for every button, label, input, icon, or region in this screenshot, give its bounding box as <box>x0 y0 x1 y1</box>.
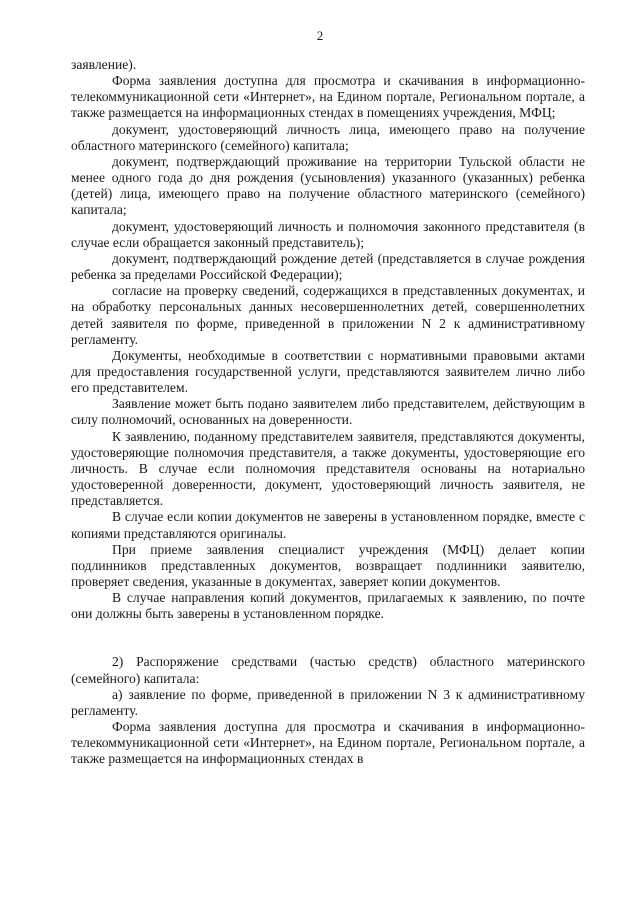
paragraph: Документы, необходимые в соответствии с нормативными правовыми актами для предоставления государственной услуги, представляются заявителем лично либо его представителем. <box>71 347 585 396</box>
paragraph: документ, удостоверяющий личность лица, имеющего право на получение областного материнского (семейного) капитала; <box>71 121 585 153</box>
section-heading: 2) Распоряжение средствами (частью средств) областного материнского (семейного) капитала: <box>71 654 585 686</box>
paragraph: Форма заявления доступна для просмотра и скачивания в информационно-телекоммуникационной сети «Интернет», на Едином портале, Региональном портале, а также размещается на информационных стендах в помещениях учреждения, МФЦ; <box>71 73 585 121</box>
paragraph: документ, подтверждающий рождение детей (представляется в случае рождения ребенка за пределами Российской Федерации); <box>71 250 585 283</box>
document-body <box>71 57 585 768</box>
paragraph: документ, удостоверяющий личность и полномочия законного представителя (в случае если обращается законный представитель); <box>71 218 585 250</box>
paragraph: Заявление может быть подано заявителем либо представителем, действующим в силу полномочий, основанных на доверенности. <box>71 396 585 428</box>
paragraph: документ, подтверждающий проживание на территории Тульской области не менее одного года до дня рождения (усыновления) указанного (указанных) ребенка (детей) лица, имеющего право на получение областного материнского (семейного) капитала; <box>71 153 585 218</box>
paragraph: В случае направления копий документов, прилагаемых к заявлению, по почте они должны быть заверены в установленном порядке. <box>71 590 585 622</box>
paragraph: В случае если копии документов не заверены в установленном порядке, вместе с копиями представляются оригиналы. <box>71 509 585 541</box>
section-gap <box>71 622 585 654</box>
paragraph: При приеме заявления специалист учреждения (МФЦ) делает копии подлинников представленных документов, возвращает подлинники заявителю, проверяет сведения, указанные в документах, заверяет копии документов. <box>71 541 585 589</box>
paragraph: К заявлению, поданному представителем заявителя, представляются документы, удостоверяющие полномочия представителя, а также документы, удостоверяющие его личность. В случае если полномочия представителя основаны на нотариально удостоверенной доверенности, документ, удостоверяющий личность заявителя, не представляется. <box>71 428 585 509</box>
paragraph: Форма заявления доступна для просмотра и скачивания в информационно-телекоммуникационной сети «Интернет», на Едином портале, Региональном портале, а также размещается на информационных стендах в <box>71 719 585 767</box>
paragraph: а) заявление по форме, приведенной в приложении N 3 к административному регламенту. <box>71 686 585 718</box>
page-number: 2 <box>316 28 324 43</box>
paragraph: заявление). <box>71 57 137 72</box>
paragraph: согласие на проверку сведений, содержащихся в представленных документах, и на обработку персональных данных несовершеннолетних детей, совершеннолетних детей заявителя по форме, приведенной в приложении N 2 к административному регламенту. <box>71 283 585 347</box>
